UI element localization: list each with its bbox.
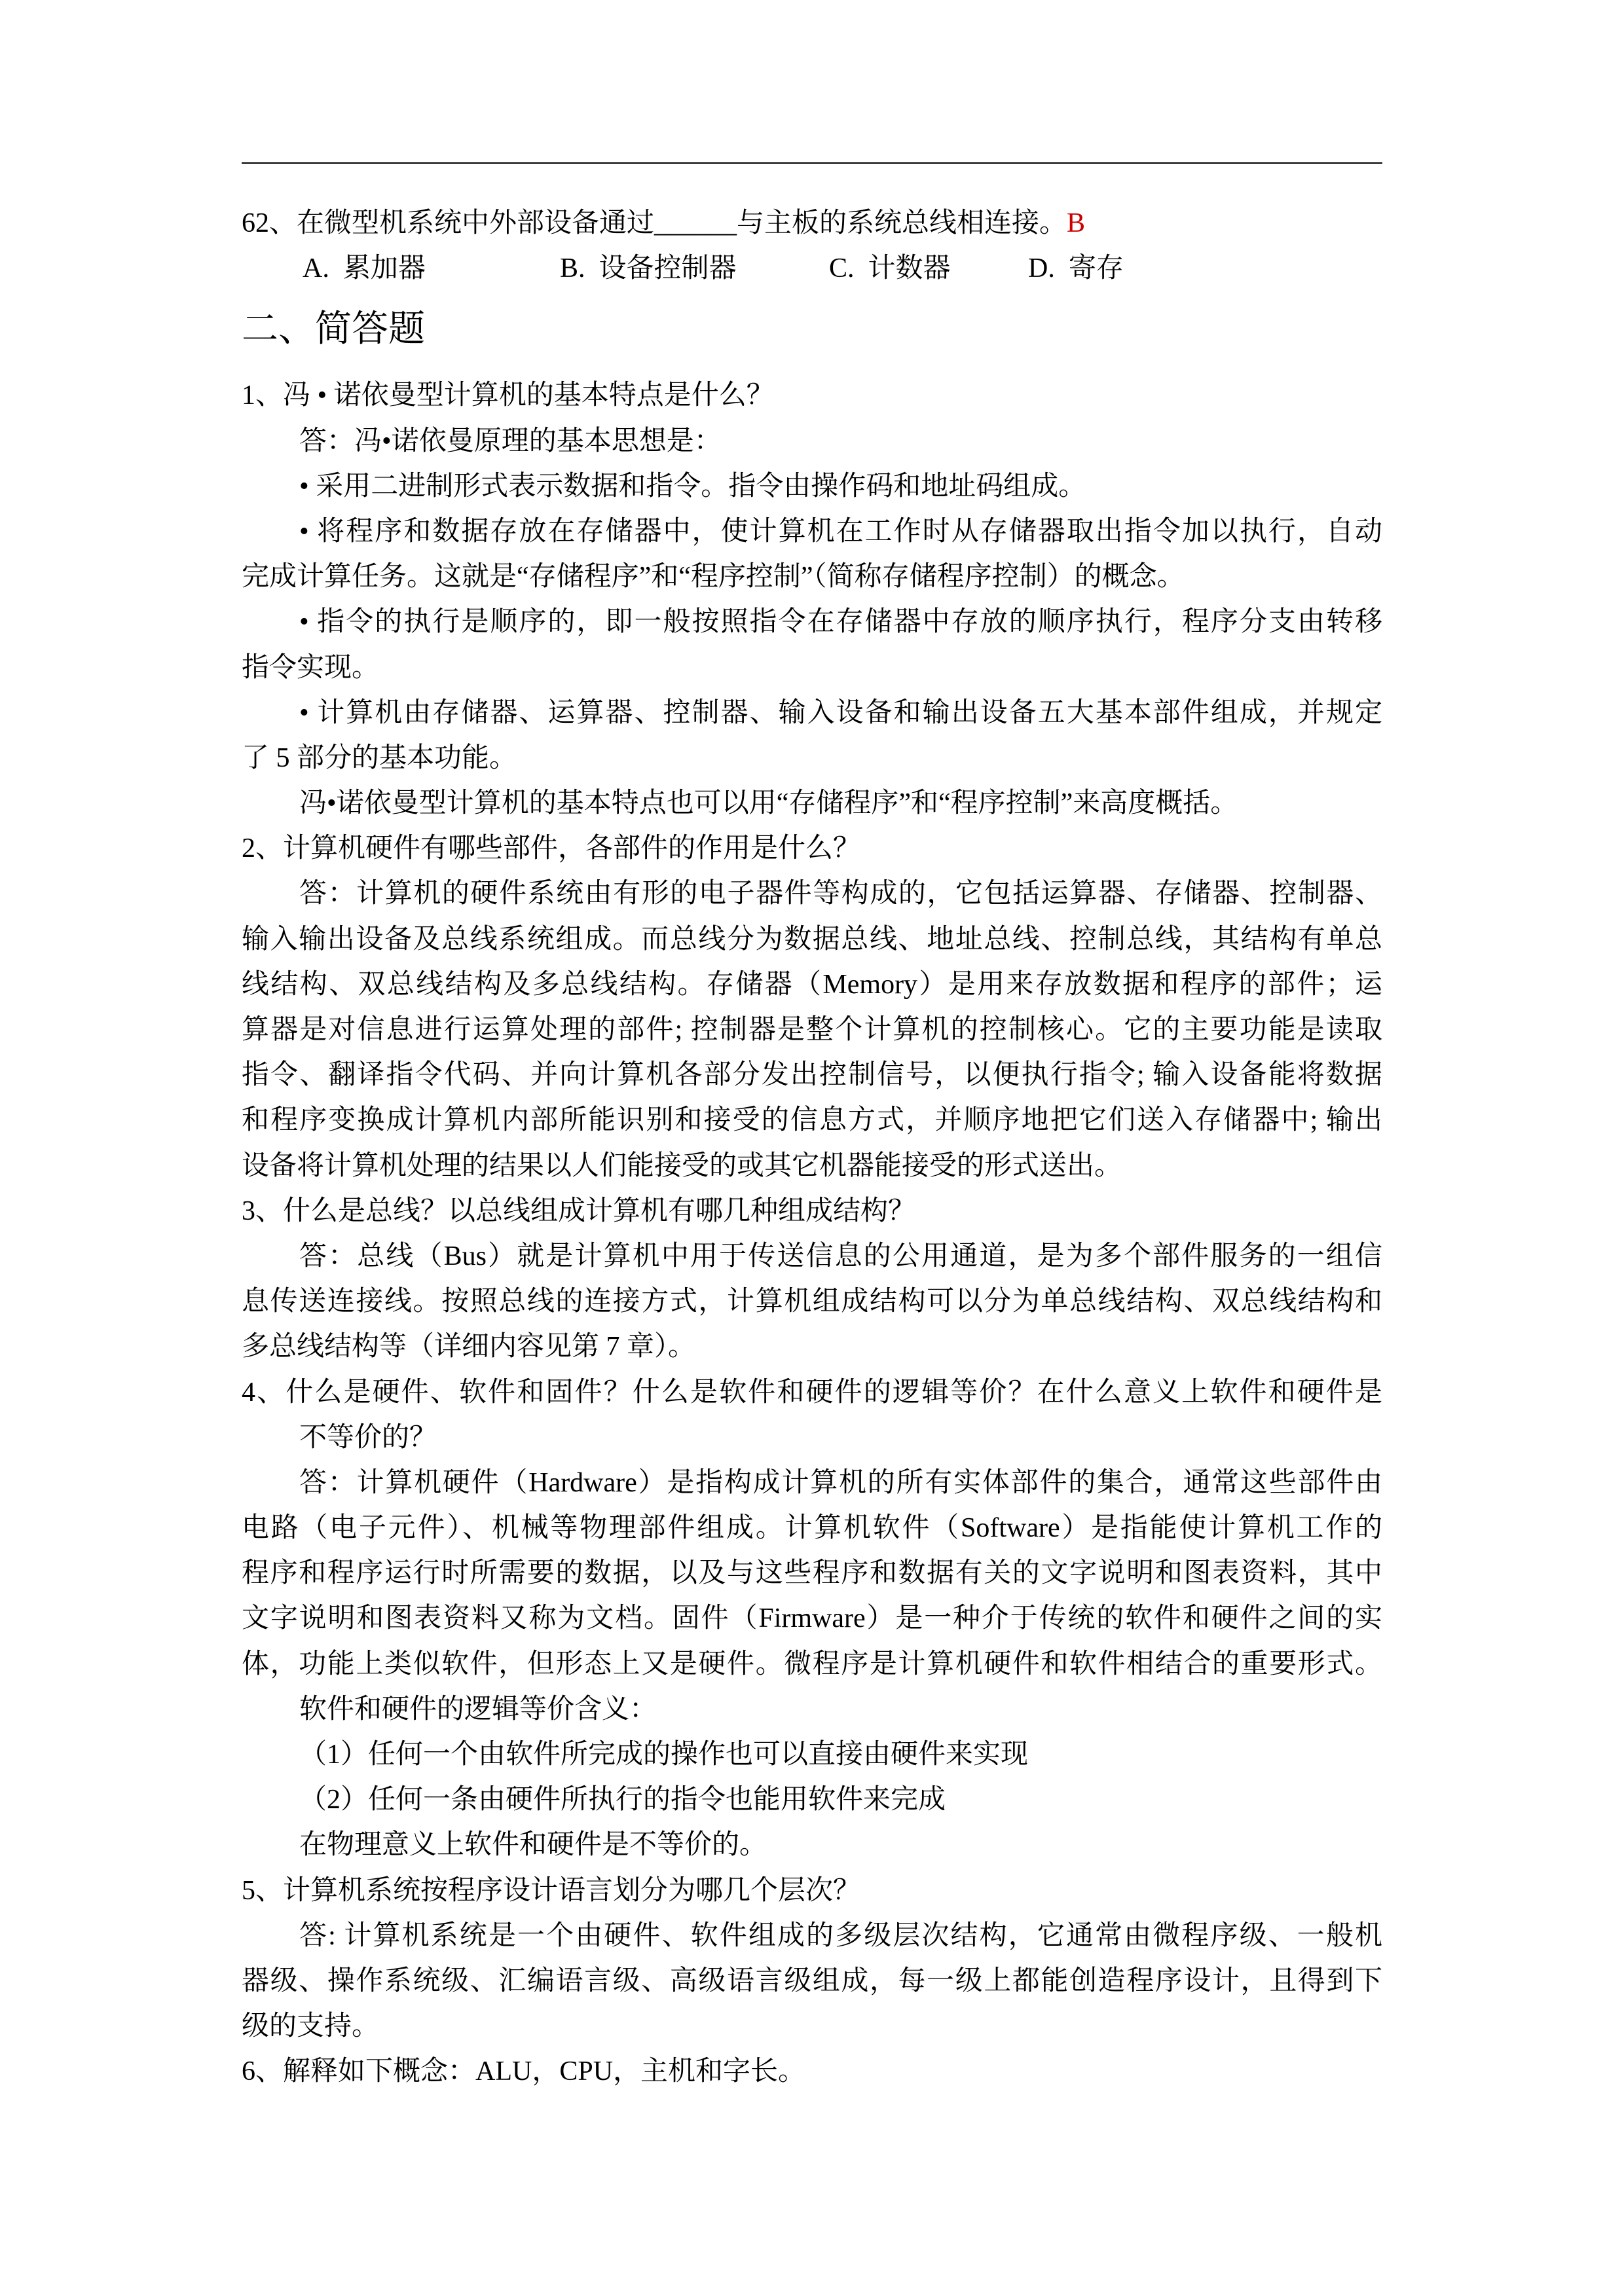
q5-title: 5、计算机系统按程序设计语言划分为哪几个层次？ <box>242 1875 861 1906</box>
q2-answer-line: 线结构、双总线结构及多总线结构。存储器（Memory）是用来存放数据和程序的部件；运 <box>242 969 1382 1000</box>
q4-answer-line: 软件和硬件的逻辑等价含义： <box>299 1694 657 1724</box>
q4-answer-line: （2）任何一条由硬件所执行的指令也能用软件来完成 <box>299 1785 946 1815</box>
q1-answer-line: 完成计算任务。这就是“存储程序”和“程序控制”（简称存储程序控制）的概念。 <box>242 562 1185 592</box>
q62-options <box>242 246 1382 291</box>
q3-answer-line: 多总线结构等（详细内容见第 7 章）。 <box>242 1332 696 1362</box>
header-rule <box>242 162 1382 164</box>
q62-option-c: C. 计数器 <box>829 253 951 284</box>
q62-option-d: D. 寄存 <box>1028 253 1124 284</box>
q1-answer-line: • 计算机由存储器、运算器、控制器、输入设备和输出设备五大基本部件组成，并规定 <box>299 697 1382 728</box>
q1-answer-line: 冯•诺依曼型计算机的基本特点也可以用“存储程序”和“程序控制”来高度概括。 <box>299 788 1238 819</box>
q4-answer-line: 答：计算机硬件（Hardware）是指构成计算机的所有实体部件的集合，通常这些部件由 <box>299 1467 1382 1498</box>
q4-answer-line: 文字说明和图表资料又称为文档。固件（Firmware）是一种介于传统的软件和硬件之间的实 <box>242 1603 1382 1634</box>
q5-answer-line: 答: 计算机系统是一个由硬件、软件组成的多级层次结构，它通常由微程序级、一般机 <box>299 1920 1382 1951</box>
q1-answer-line: • 采用二进制形式表示数据和指令。指令由操作码和地址码组成。 <box>299 471 1086 501</box>
q62-answer: B <box>1067 208 1086 238</box>
q2-answer-line: 输入输出设备及总线系统组成。而总线分为数据总线、地址总线、控制总线，其结构有单总 <box>242 924 1382 955</box>
document-body <box>242 201 1382 2095</box>
q62-stem-before: 62、在微型机系统中外部设备通过 <box>242 208 655 238</box>
q62-stem-after: 与主板的系统总线相连接。 <box>737 208 1067 238</box>
q3-answer-line: 息传送连接线。按照总线的连接方式，计算机组成结构可以分为单总线结构、双总线结构和 <box>242 1286 1382 1317</box>
q5-answer-line: 器级、操作系统级、汇编语言级、高级语言级组成，每一级上都能创造程序设计，且得到下 <box>242 1965 1382 1996</box>
section-heading: 二、简答题 <box>242 309 425 350</box>
q3-title: 3、什么是总线？以总线组成计算机有哪几种组成结构？ <box>242 1195 916 1226</box>
q3-answer-line: 答：总线（Bus）就是计算机中用于传送信息的公用通道，是为多个部件服务的一组信 <box>299 1241 1382 1271</box>
q1-title: 1、冯 • 诺依曼型计算机的基本特点是什么？ <box>242 380 774 411</box>
q2-answer-line: 算器是对信息进行运算处理的部件; 控制器是整个计算机的控制核心。它的主要功能是读取 <box>242 1015 1382 1045</box>
q2-answer-line: 和程序变换成计算机内部所能识别和接受的信息方式，并顺序地把它们送入存储器中; 输出 <box>242 1105 1382 1136</box>
q62-option-b: B. 设备控制器 <box>560 253 737 284</box>
q1-answer-line: 了 5 部分的基本功能。 <box>242 742 517 773</box>
q4-answer-line: 体，功能上类似软件，但形态上又是硬件。微程序是计算机硬件和软件相结合的重要形式。 <box>242 1649 1382 1679</box>
q4-answer-line: 在物理意义上软件和硬件是不等价的。 <box>299 1830 767 1861</box>
q2-title: 2、计算机硬件有哪些部件，各部件的作用是什么？ <box>242 833 861 864</box>
q62-stem <box>242 201 1382 246</box>
q1-answer-line: • 将程序和数据存放在存储器中，使计算机在工作时从存储器取出指令加以执行，自动 <box>299 516 1382 547</box>
q4-answer-line: 程序和程序运行时所需要的数据，以及与这些程序和数据有关的文字说明和图表资料，其中 <box>242 1558 1382 1589</box>
q4-answer-line: （1）任何一个由软件所完成的操作也可以直接由硬件来实现 <box>299 1740 1029 1770</box>
q4-title-continued: 不等价的？ <box>299 1422 437 1453</box>
q62-option-a: A. 累加器 <box>303 253 426 284</box>
q2-answer-line: 设备将计算机处理的结果以人们能接受的或其它机器能接受的形式送出。 <box>242 1150 1122 1181</box>
q1-answer-line: 指令实现。 <box>242 652 380 683</box>
q2-answer-line: 答：计算机的硬件系统由有形的电子器件等构成的，它包括运算器、存储器、控制器、 <box>299 879 1382 909</box>
q1-answer-line: • 指令的执行是顺序的，即一般按照指令在存储器中存放的顺序执行，程序分支由转移 <box>299 607 1382 638</box>
q6-title: 6、解释如下概念：ALU，CPU，主机和字长。 <box>242 2056 806 2087</box>
q2-answer-line: 指令、翻译指令代码、并向计算机各部分发出控制信号，以便执行指令; 输入设备能将数据 <box>242 1060 1382 1091</box>
q5-answer-line: 级的支持。 <box>242 2011 380 2042</box>
q62-blank: ______ <box>654 208 737 238</box>
q4-title: 4、什么是硬件、软件和固件？什么是软件和硬件的逻辑等价？在什么意义上软件和硬件是 <box>242 1377 1382 1408</box>
short-answer-section <box>242 373 1382 2094</box>
q4-answer-line: 电路（电子元件）、机械等物理部件组成。计算机软件（Software）是指能使计算机工作的 <box>242 1513 1382 1544</box>
q1-answer-line: 答：冯•诺依曼原理的基本思想是： <box>299 426 722 456</box>
